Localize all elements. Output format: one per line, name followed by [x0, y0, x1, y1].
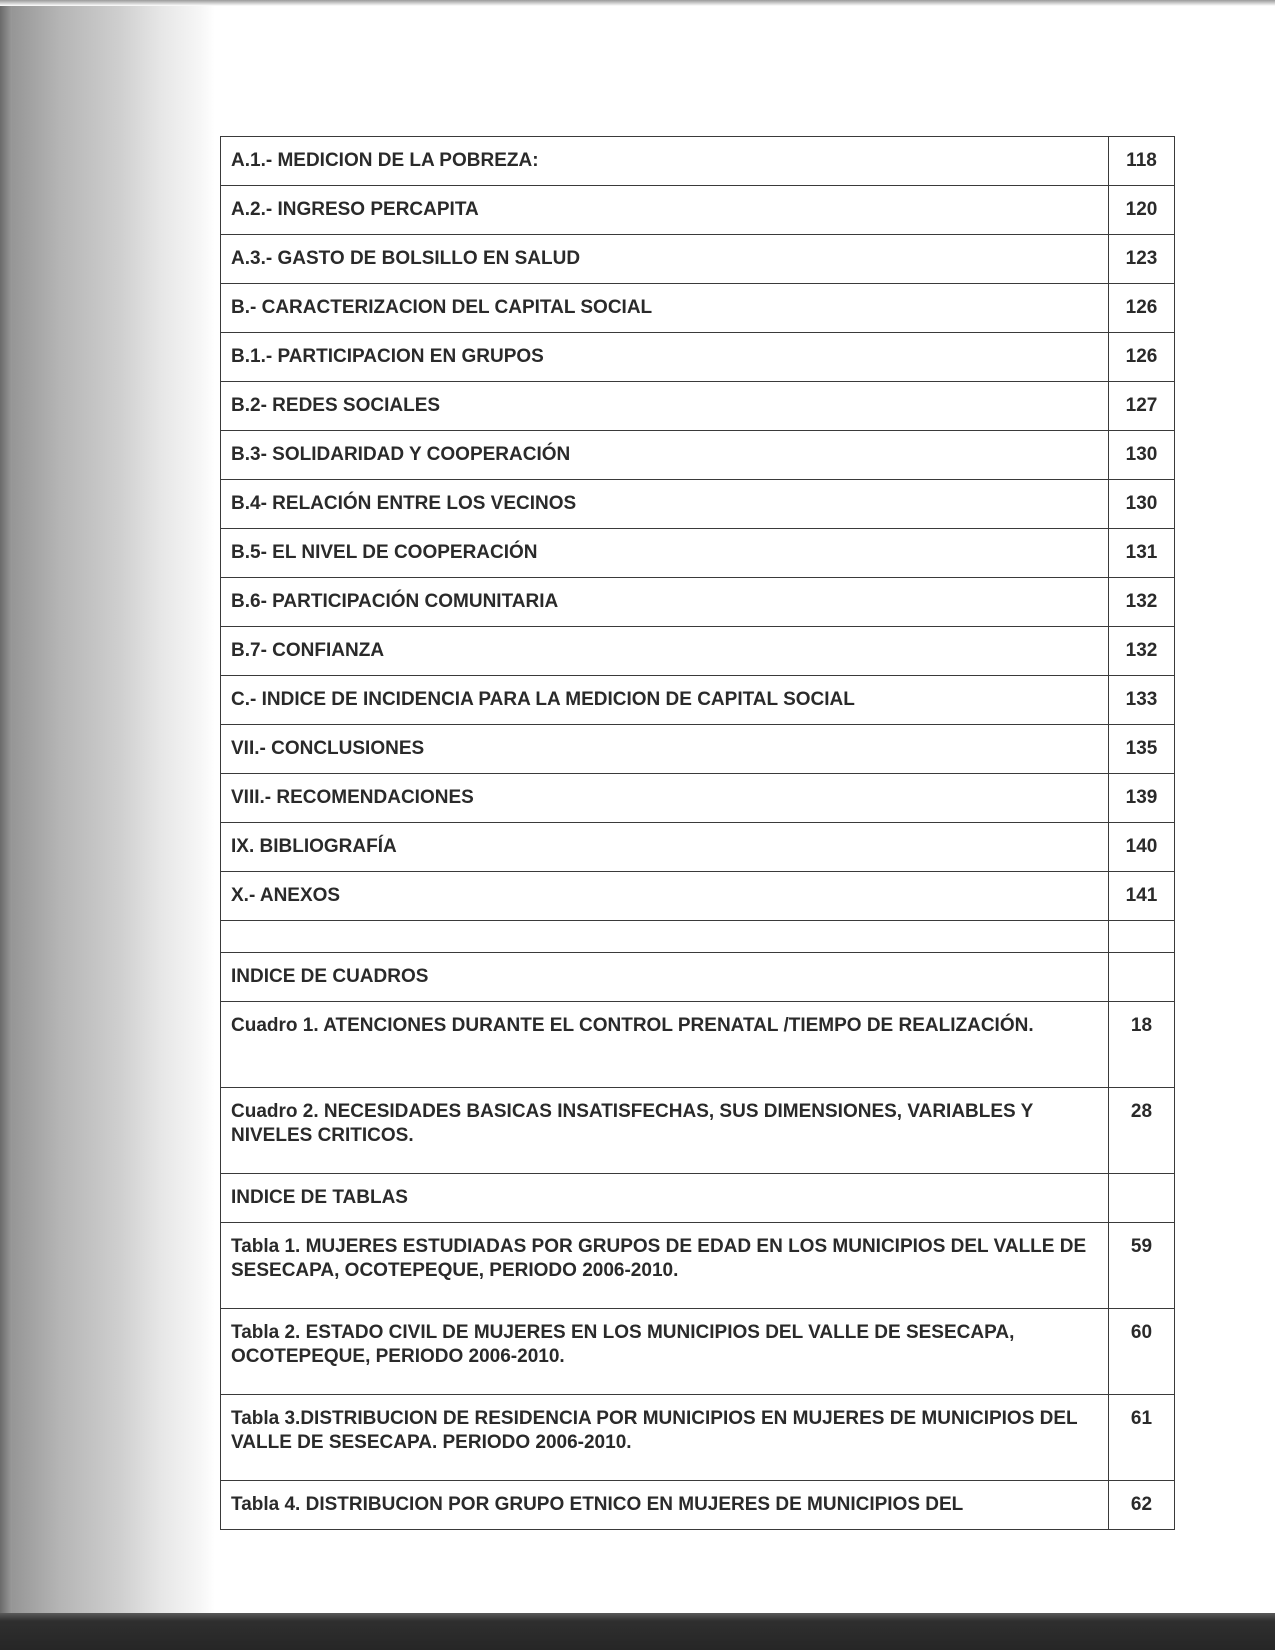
toc-row — [221, 1309, 1175, 1395]
toc-entry-page: 135 — [1109, 725, 1175, 774]
toc-row — [221, 823, 1175, 872]
toc-entry-page: 123 — [1109, 235, 1175, 284]
toc-entry-page: 126 — [1109, 333, 1175, 382]
toc-row — [221, 872, 1175, 921]
toc-entry-title: B.2- REDES SOCIALES — [221, 382, 1109, 431]
toc-row — [221, 1088, 1175, 1174]
toc-entry-title: A.1.- MEDICION DE LA POBREZA: — [221, 137, 1109, 186]
toc-row — [221, 627, 1175, 676]
toc-row — [221, 1002, 1175, 1088]
toc-entry-title: B.4- RELACIÓN ENTRE LOS VECINOS — [221, 480, 1109, 529]
toc-entry-title — [221, 921, 1109, 953]
toc-row — [221, 578, 1175, 627]
toc-body — [221, 137, 1175, 1530]
toc-entry-page: 132 — [1109, 627, 1175, 676]
toc-row — [221, 137, 1175, 186]
toc-entry-page: 120 — [1109, 186, 1175, 235]
bottom-scan-shadow — [0, 1613, 1275, 1650]
toc-entry-page: 18 — [1109, 1002, 1175, 1088]
toc-entry-page: 126 — [1109, 284, 1175, 333]
toc-entry-title: B.5- EL NIVEL DE COOPERACIÓN — [221, 529, 1109, 578]
toc-entry-title: B.7- CONFIANZA — [221, 627, 1109, 676]
toc-entry-title: B.1.- PARTICIPACION EN GRUPOS — [221, 333, 1109, 382]
toc-entry-page — [1109, 921, 1175, 953]
toc-row — [221, 480, 1175, 529]
toc-row — [221, 529, 1175, 578]
toc-entry-title: Cuadro 2. NECESIDADES BASICAS INSATISFECHAS, SUS DIMENSIONES, VARIABLES Y NIVELES CRITICOS. — [221, 1088, 1109, 1174]
toc-entry-page: 140 — [1109, 823, 1175, 872]
toc-row — [221, 774, 1175, 823]
toc-entry-title: A.2.- INGRESO PERCAPITA — [221, 186, 1109, 235]
toc-entry-title: X.- ANEXOS — [221, 872, 1109, 921]
toc-section-heading-row — [221, 1174, 1175, 1223]
toc-entry-page — [1109, 953, 1175, 1002]
toc-entry-page: 130 — [1109, 431, 1175, 480]
toc-entry-page: 61 — [1109, 1395, 1175, 1481]
toc-row — [221, 382, 1175, 431]
toc-row — [221, 333, 1175, 382]
toc-entry-page: 131 — [1109, 529, 1175, 578]
toc-entry-title: Tabla 3.DISTRIBUCION DE RESIDENCIA POR MUNICIPIOS EN MUJERES DE MUNICIPIOS DEL VALLE DE SESECAPA. PERIODO 2006-2010. — [221, 1395, 1109, 1481]
toc-row — [221, 235, 1175, 284]
toc-entry-page: 62 — [1109, 1481, 1175, 1530]
table-of-contents — [220, 136, 1175, 1530]
toc-entry-page: 139 — [1109, 774, 1175, 823]
toc-entry-title: C.- INDICE DE INCIDENCIA PARA LA MEDICION DE CAPITAL SOCIAL — [221, 676, 1109, 725]
toc-entry-page: 118 — [1109, 137, 1175, 186]
toc-entry-page: 28 — [1109, 1088, 1175, 1174]
toc-entry-title: VIII.- RECOMENDACIONES — [221, 774, 1109, 823]
toc-entry-page: 141 — [1109, 872, 1175, 921]
toc-entry-title: Tabla 4. DISTRIBUCION POR GRUPO ETNICO EN MUJERES DE MUNICIPIOS DEL — [221, 1481, 1109, 1530]
toc-entry-title: A.3.- GASTO DE BOLSILLO EN SALUD — [221, 235, 1109, 284]
section-heading-tablas: INDICE DE TABLAS — [221, 1174, 1109, 1223]
toc-entry-title: B.3- SOLIDARIDAD Y COOPERACIÓN — [221, 431, 1109, 480]
toc-row — [221, 186, 1175, 235]
toc-row — [221, 1223, 1175, 1309]
toc-entry-page: 133 — [1109, 676, 1175, 725]
toc-row — [221, 676, 1175, 725]
toc-entry-title: B.- CARACTERIZACION DEL CAPITAL SOCIAL — [221, 284, 1109, 333]
section-heading-cuadros: INDICE DE CUADROS — [221, 953, 1109, 1002]
toc-row — [221, 431, 1175, 480]
top-scan-edge — [0, 0, 1275, 6]
page-binding-edge — [0, 0, 12, 1650]
toc-entry-page: 132 — [1109, 578, 1175, 627]
toc-entry-page: 127 — [1109, 382, 1175, 431]
toc-entry-page: 130 — [1109, 480, 1175, 529]
toc-entry-page — [1109, 1174, 1175, 1223]
toc-entry-title: Tabla 1. MUJERES ESTUDIADAS POR GRUPOS DE EDAD EN LOS MUNICIPIOS DEL VALLE DE SESECAPA, OCOTEPEQUE, PERIODO 2006-2010. — [221, 1223, 1109, 1309]
toc-entry-title: B.6- PARTICIPACIÓN COMUNITARIA — [221, 578, 1109, 627]
toc-entry-title: Tabla 2. ESTADO CIVIL DE MUJERES EN LOS MUNICIPIOS DEL VALLE DE SESECAPA, OCOTEPEQUE, PERIODO 2006-2010. — [221, 1309, 1109, 1395]
toc-row — [221, 284, 1175, 333]
toc-entry-page: 60 — [1109, 1309, 1175, 1395]
book-gutter-shadow — [0, 0, 215, 1650]
toc-row — [221, 725, 1175, 774]
toc-entry-title: Cuadro 1. ATENCIONES DURANTE EL CONTROL PRENATAL /TIEMPO DE REALIZACIÓN. — [221, 1002, 1109, 1088]
toc-entry-title: VII.- CONCLUSIONES — [221, 725, 1109, 774]
toc-row — [221, 1395, 1175, 1481]
toc-section-heading-row — [221, 953, 1175, 1002]
toc-entry-title: IX. BIBLIOGRAFÍA — [221, 823, 1109, 872]
toc-row — [221, 1481, 1175, 1530]
toc-row-empty — [221, 921, 1175, 953]
toc-entry-page: 59 — [1109, 1223, 1175, 1309]
